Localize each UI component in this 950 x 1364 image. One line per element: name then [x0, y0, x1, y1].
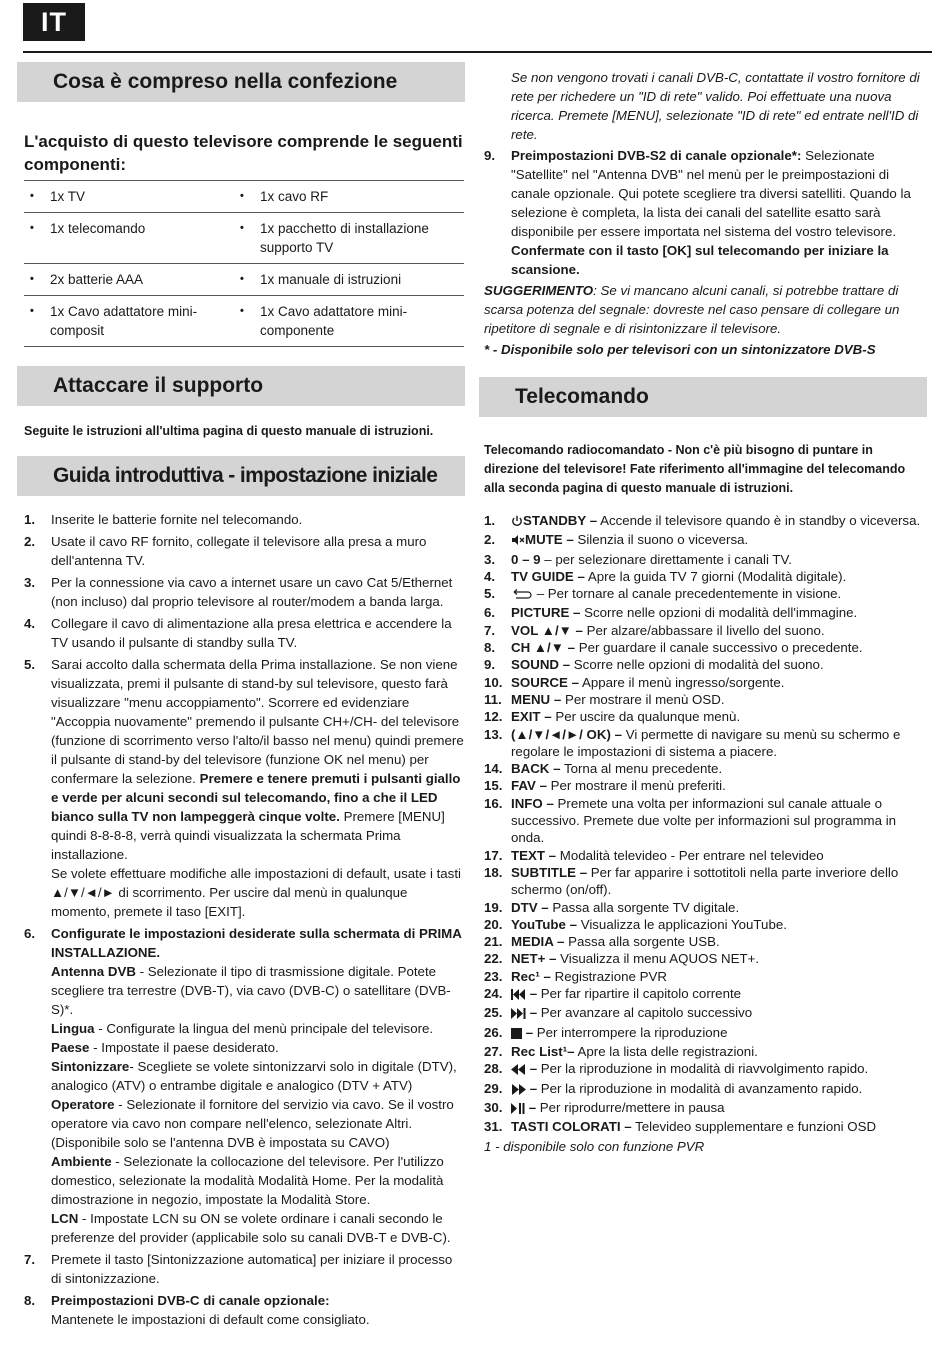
key-number: 16. [484, 795, 503, 811]
section-heading-remote: Telecomando [479, 377, 927, 417]
step-9-text: Selezionate "Satellite" nel "Antenna DVB" nel menù per le preimpostazioni di canale opzionale. Qui potete scegliere tra diversi satelliti. Quando la selezione è completa, la lista dei canali del satellite esatto sarà disponibile per essere importata nel sistema del vostro televisore. [511, 148, 911, 239]
remote-key-item [484, 604, 927, 621]
contents-item: 1x telecomando [50, 213, 234, 264]
key-number: 15. [484, 778, 503, 794]
key-name: – [525, 1099, 537, 1115]
contents-item: 1x cavo RF [260, 181, 464, 213]
key-number: 20. [484, 916, 503, 932]
key-number: 24. [484, 986, 503, 1002]
key-name: – [526, 1005, 538, 1021]
remote-intro: Telecomando radiocomandato - Non c'è più bisogno di puntare in direzione del televisore! Fate riferimento all'immagine del telecomando alla seconda pagina di questo manuale di istruzioni. [484, 443, 906, 495]
step-8: 8. Preimpostazioni DVB-C di canale opzionale: Mantenete le impostazioni di default come consigliato. [24, 1291, 465, 1329]
remote-key-item [484, 1060, 927, 1079]
step-6-settings [51, 962, 465, 1247]
step-9: 9. Preimpostazioni DVB-S2 di canale opzionale*: Selezionate "Satellite" nel "Antenna DVB" nel menù per le preimpostazioni di canale opzionale. Qui potete scegliere tra diversi satelliti. Quando la selezione è completa, la lista dei canali del satellite esatto sarà disponibile per essere importata nel sistema del vostro televisore. Confermate con il tasto [OK] sul telecomando per iniziare la scansione. [484, 148, 911, 277]
step-6-title: Configurate le impostazioni desiderate sulla schermata di PRIMA INSTALLAZIONE. [51, 926, 462, 960]
key-name: SOUND – [511, 657, 571, 673]
contents-row [24, 181, 464, 213]
key-number: 27. [484, 1043, 503, 1059]
key-number: 8. [484, 640, 496, 656]
section-heading-box-contents: Cosa è compreso nella confezione [17, 62, 465, 102]
key-description: Premete una volta per informazioni sul canale attuale o successivo. Premete due volte per informazioni sul programma in onda. [511, 795, 897, 846]
box-contents-subtitle: L'acquisto di questo televisore comprende le seguenti componenti: [24, 132, 463, 174]
key-number: 7. [484, 622, 496, 638]
remote-key-item [484, 777, 927, 794]
setting-item [51, 1019, 465, 1038]
remote-key-list [484, 512, 927, 1135]
key-name: CH ▲/▼ – [511, 640, 576, 656]
remote-key-item [484, 1043, 927, 1060]
contents-item: 1x Cavo adattatore mini-composit [50, 296, 234, 347]
remote-key-item [484, 1024, 927, 1043]
setting-item [51, 1209, 465, 1247]
setting-desc: - Selezionate la collocazione del televisore. Per l'utilizzo domestico, selezionate la modalità Modalità Home. Per la modalità dimostrazione in negozio, impostate la Modalità Store. [51, 1154, 444, 1207]
setting-name: LCN [51, 1211, 79, 1226]
setting-item [51, 1038, 465, 1057]
key-description: Torna al menu precedente. [560, 761, 723, 777]
key-number: 5. [484, 586, 496, 602]
key-number: 18. [484, 864, 503, 880]
remote-key-item [484, 551, 927, 568]
setting-name: Ambiente [51, 1154, 112, 1169]
bullet: • [234, 264, 260, 296]
step-5-defaults: Se volete effettuare modifiche alle impostazioni di default, usate i tasti ▲/▼/◄/► di scorrimento. Per uscire dal menù in qualunque momento, premete il taso [EXIT]. [51, 866, 461, 919]
contents-row [24, 213, 464, 264]
key-name: STANDBY – [523, 513, 598, 528]
remote-key-item [484, 899, 927, 916]
key-name: DTV – [511, 899, 549, 915]
mute-icon [511, 533, 525, 550]
pvr-footnote: 1 - disponibile solo con funzione PVR [484, 1139, 705, 1155]
key-description: Visualizza il menu AQUOS NET+. [556, 951, 760, 967]
remote-key-item [484, 1118, 927, 1135]
key-number: 19. [484, 899, 503, 915]
bullet: • [234, 296, 260, 347]
key-number: 3. [484, 551, 496, 567]
key-number: 21. [484, 934, 503, 950]
key-number: 30. [484, 1099, 503, 1115]
key-description: Modalità televideo - Per entrare nel televideo [556, 847, 824, 863]
stop-icon [511, 1026, 522, 1043]
left-column [17, 62, 465, 1332]
dvbc-note: Se non vengono trovati i canali DVB-C, contattate il vostro fornitore di rete per richedere un "ID di rete" valido. Poi effettuate una nuova ricerca. Premete [MENU], selezionate "ID di rete" ed entrate nell'ID di rete. [511, 70, 920, 142]
key-number: 6. [484, 605, 496, 621]
contents-item: 1x pacchetto di installazione supporto TV [260, 213, 464, 264]
step-5-text: Sarai accolto dalla schermata della Prima installazione. Se non viene visualizzata, premi il pulsante di stand-by sul televisore, questo farà visualizzare "menu accoppiamento". Scorrere ed evidenziare "Accoppia nuovamente" premendo il pulsante CH+/CH- del televisore (funzione di scorrimento verso l'alto/il basso nel menu) quindi premere il pulsante di stand-by del televisore (funzione OK nel menu) per confermare la selezione. [51, 657, 464, 786]
key-name: VOL ▲/▼ – [511, 622, 583, 638]
key-description: Silenzia il suono o viceversa. [573, 532, 749, 548]
key-number: 2. [484, 532, 496, 548]
key-number: 17. [484, 847, 503, 863]
suggestion-note: SUGGERIMENTO: Se vi mancano alcuni canali, si potrebbe trattare di scarsa potenza del segnale: dovreste nel caso pensare di collegare un ripetitore di segnale e di risintonizzare il televisore. [484, 283, 900, 336]
key-description: Per mostrare il menù preferiti. [546, 778, 726, 794]
recall-icon [511, 587, 533, 604]
remote-key-item [484, 622, 927, 639]
key-number: 28. [484, 1061, 503, 1077]
contents-row [24, 264, 464, 296]
key-description: Per far apparire i sottotitoli nella parte inveriore dello schermo (on/off). [511, 864, 899, 898]
remote-key-item [484, 847, 927, 864]
setting-desc: - Selezionate il fornitore del servizio via cavo. Se il vostro operatore via cavo non compare nell'elenco, selezionate Altri. (Disponibile solo se l'antenna DVB è impostata su CAVO) [51, 1097, 454, 1150]
remote-key-item [484, 864, 927, 899]
key-name: 0 – 9 [511, 551, 541, 567]
setting-item [51, 1057, 465, 1095]
remote-key-item [484, 708, 927, 725]
contents-item: 1x TV [50, 181, 234, 213]
key-number: 9. [484, 657, 496, 673]
step-8-text: Mantenete le impostazioni di default come consigliato. [51, 1312, 370, 1327]
key-name: – [522, 1024, 534, 1040]
setting-name: Sintonizzare [51, 1059, 130, 1074]
key-description: Per interrompere la riproduzione [533, 1024, 728, 1040]
key-description: Televideo supplementare e funzioni OSD [631, 1119, 877, 1135]
setting-desc: - Selezionate il tipo di trasmissione digitale. Potete scegliere tra terrestre (DVB-T), via cavo (DVB-C) o satellitare (DVB-S)*. [51, 964, 451, 1017]
key-name: MEDIA – [511, 934, 565, 950]
remote-key-item [484, 1099, 927, 1118]
step-6: 6. Configurate le impostazioni desiderate sulla schermata di PRIMA INSTALLAZIONE. Antenna DVB - Selezionate il tipo di trasmissione digitale. Potete scegliere tra terrestre (DVB-T), via cavo (DVB-C) o satellitare (DVB-S)*. Lingua - Configurate la lingua del menù principale del televisore. Paese - Impostate il paese desiderato. Sintonizzare- Scegliete se volete sintonizzarvi solo in digitale (DTV), analogico (ATV) o entrambe digitale e analogico (DTV + ATV) Operatore - Selezionate il fornitore del servizio via cavo. Se il vostro operatore via cavo non compare nell'elenco, selezionate Altri. (Disponibile solo se l'antenna DVB è impostata su CAVO) Ambiente - Selezionate la collocazione del televisore. Per l'utilizzo domestico, selezionate la modalità Modalità Home. Per la modalità dimostrazione in negozio, impostate la Modalità Store. LCN - Impostate LCN su ON se volete ordinare i canali secondo le preferenze del provider (applicabile solo su canali DVB-T e DVB-C). [24, 924, 465, 1247]
key-number: 29. [484, 1080, 503, 1096]
key-description: Vi permette di navigare su menù su schermo e regolare le impostazioni di sistema a piacere. [511, 726, 901, 759]
language-badge: IT [23, 3, 85, 41]
step-2: 2. Usate il cavo RF fornito, collegate il televisore alla presa a muro dell'antenna TV. [24, 534, 427, 568]
key-description: Passa alla sorgente TV digitale. [548, 899, 740, 915]
key-name: FAV – [511, 778, 547, 794]
key-description: – Per tornare al canale precedentemente in visione. [533, 586, 842, 602]
key-number: 10. [484, 674, 503, 690]
key-number: 1. [484, 513, 496, 528]
remote-key-item [484, 985, 927, 1004]
key-description: Appare il menù ingresso/sorgente. [578, 674, 785, 690]
remote-key-item [484, 933, 927, 950]
key-description: Visualizza le applicazioni YouTube. [577, 916, 787, 932]
bullet: • [24, 296, 50, 347]
step-1: 1. Inserite le batterie fornite nel telecomando. [24, 512, 303, 527]
key-name: – [526, 1061, 538, 1077]
remote-key-item [484, 639, 927, 656]
remote-key-item [484, 916, 927, 933]
key-name: – [526, 986, 538, 1002]
setting-item [51, 1152, 465, 1209]
step-8-title: Preimpostazioni DVB-C di canale opzionale: [51, 1293, 330, 1308]
key-description: Scorre nelle opzioni di modalità dell'immagine. [580, 605, 858, 621]
key-number: 13. [484, 726, 503, 742]
remote-key-item [484, 674, 927, 691]
key-description: Per far ripartire il capitolo corrente [537, 986, 742, 1002]
step-5-bold: Premere e tenere premuti i pulsanti giallo e verde per alcuni secondi sul telecomando, fino a che il LED bianco sulla TV non lampeggerà cinque volte. [51, 771, 461, 824]
key-number: 12. [484, 709, 503, 725]
section-heading-quickstart: Guida introduttiva - impostazione iniziale [17, 456, 465, 496]
setting-item [51, 962, 465, 1019]
key-name: Rec List¹– [511, 1043, 575, 1059]
remote-key-item [484, 760, 927, 777]
play-pause-icon [511, 1101, 525, 1118]
box-contents-table [24, 180, 464, 347]
key-name: NET+ – [511, 951, 557, 967]
section-heading-stand: Attaccare il supporto [17, 366, 465, 406]
key-name: SOURCE – [511, 674, 579, 690]
key-number: 4. [484, 568, 496, 584]
remote-key-item [484, 968, 927, 985]
key-number: 25. [484, 1005, 503, 1021]
key-name: MENU – [511, 691, 562, 707]
remote-key-item [484, 568, 927, 585]
key-description: – per selezionare direttamente i canali TV. [540, 551, 792, 567]
rewind-icon [511, 1062, 526, 1079]
setting-desc: - Configurate la lingua del menù principale del televisore. [94, 1021, 434, 1036]
key-name: PICTURE – [511, 605, 581, 621]
next-chapter-icon [511, 1006, 526, 1023]
key-description: Per mostrare il menù OSD. [561, 691, 725, 707]
remote-key-item [484, 512, 927, 531]
prev-chapter-icon [511, 987, 526, 1004]
power-icon [511, 514, 523, 531]
step-7: 7. Premete il tasto [Sintonizzazione automatica] per iniziare il processo di sintonizzazione. [24, 1252, 453, 1286]
setting-name: Antenna DVB [51, 964, 136, 979]
key-description: Per alzare/abbassare il livello del suono. [582, 622, 825, 638]
remote-key-item [484, 795, 927, 847]
remote-key-item [484, 1004, 927, 1023]
setting-desc: - Impostate il paese desiderato. [89, 1040, 279, 1055]
bullet: • [234, 181, 260, 213]
setting-desc: - Impostate LCN su ON se volete ordinare i canali secondo le preferenze del provider (applicabile solo su canali DVB-T e DVB-C). [51, 1211, 451, 1245]
step-9-title: Preimpostazioni DVB-S2 di canale opzionale*: [511, 148, 802, 163]
setting-item [51, 1095, 465, 1152]
remote-key-item [484, 585, 927, 604]
key-name: INFO – [511, 795, 554, 811]
key-name: YouTube – [511, 916, 577, 932]
top-rule [23, 51, 932, 53]
key-name: BACK – [511, 761, 561, 777]
key-description: Per uscire da qualunque menù. [551, 709, 741, 725]
key-description: Per la riproduzione in modalità di avanzamento rapido. [537, 1080, 863, 1096]
key-name: EXIT – [511, 709, 552, 725]
key-name: MUTE – [525, 532, 574, 548]
setting-name: Paese [51, 1040, 90, 1055]
key-description: Apre la guida TV 7 giorni (Modalità digitale). [584, 568, 847, 584]
remote-key-item [484, 691, 927, 708]
contents-row [24, 296, 464, 347]
key-description: Scorre nelle opzioni di modalità del suono. [570, 657, 824, 673]
quickstart-steps [24, 510, 465, 1329]
key-name: – [526, 1080, 538, 1096]
remote-key-item [484, 531, 927, 550]
contents-item: 1x manuale di istruzioni [260, 264, 464, 296]
key-description: Per guardare il canale successivo o precedente. [575, 640, 863, 656]
stand-instructions: Seguite le istruzioni all'ultima pagina di questo manuale di istruzioni. [24, 424, 434, 438]
key-description: Per riprodurre/mettere in pausa [536, 1099, 725, 1115]
contents-item: 2x batterie AAA [50, 264, 234, 296]
key-number: 23. [484, 968, 503, 984]
key-description: Accende il televisore quando è in standby o viceversa. [597, 513, 921, 528]
bullet: • [24, 264, 50, 296]
step-4: 4. Collegare il cavo di alimentazione alla presa elettrica e accendere la TV usando il pulsante di standby sulla TV. [24, 616, 452, 650]
key-number: 11. [484, 691, 502, 707]
key-name: SUBTITLE – [511, 864, 588, 880]
key-name: TEXT – [511, 847, 557, 863]
remote-key-item [484, 726, 927, 761]
bullet: • [24, 213, 50, 264]
key-description: Passa alla sorgente USB. [564, 934, 720, 950]
key-name: (▲/▼/◄/►/ OK) – [511, 726, 623, 742]
key-number: 26. [484, 1024, 503, 1040]
step-3: 3. Per la connessione via cavo a internet usare un cavo Cat 5/Ethernet (non incluso) dal proprio televisore al router/modem a banda larga. [24, 575, 453, 609]
remote-key-item [484, 1080, 927, 1099]
key-description: Registrazione PVR [550, 968, 667, 984]
availability-note: * - Disponibile solo per televisori con un sintonizzatore DVB-S [484, 342, 876, 357]
key-number: 22. [484, 951, 503, 967]
step-9-confirm: Confermate con il tasto [OK] sul telecomando per iniziare la scansione. [511, 243, 889, 277]
key-description: Per avanzare al capitolo successivo [537, 1005, 753, 1021]
step-5: 5. Sarai accolto dalla schermata della Prima installazione. Se non viene visualizzata, premi il pulsante di stand-by sul televisore, questo farà visualizzare "menu accoppiamento". Scorrere ed evidenziare "Accoppia nuovamente" premendo il pulsante CH+/CH- del televisore (funzione di scorrimento verso l'alto/il basso nel menu) quindi premere il pulsante di stand-by del televisore (funzione OK nel menu) per confermare la selezione. Premere e tenere premuti i pulsanti giallo e verde per alcuni secondi sul telecomando, fino a che il LED bianco sulla TV non lampeggerà cinque volte. Premere [MENU] quindi 8-8-8-8, verrà quindi visualizzata la schermata Prima installazione. Se volete effettuare modifiche alle impostazioni di default, usate i tasti ▲/▼/◄/► di scorrimento. Per uscire dal menù in qualunque momento, premete il taso [EXIT]. [24, 657, 464, 919]
fast-forward-icon [511, 1082, 526, 1099]
key-name: TASTI COLORATI – [511, 1119, 632, 1135]
right-column [479, 68, 927, 1156]
bullet: • [234, 213, 260, 264]
key-name: Rec¹ – [511, 968, 551, 984]
setting-desc: - Scegliete se volete sintonizzarvi solo in digitale (DTV), analogico (ATV) o entrambe digitale e analogico (DTV + ATV) [51, 1059, 457, 1093]
key-description: Per la riproduzione in modalità di riavvolgimento rapido. [537, 1061, 869, 1077]
bullet: • [24, 181, 50, 213]
step-5-menu: Premere [MENU] quindi 8-8-8-8, verrà quindi visualizzata la schermata Prima installazione. [51, 809, 445, 862]
remote-key-item [484, 950, 927, 967]
contents-item: 1x Cavo adattatore mini-componente [260, 296, 464, 347]
key-name: TV GUIDE – [511, 568, 585, 584]
setting-name: Lingua [51, 1021, 95, 1036]
key-number: 14. [484, 761, 503, 777]
key-description: Apre la lista delle registrazioni. [574, 1043, 758, 1059]
setting-name: Operatore [51, 1097, 115, 1112]
key-number: 31. [484, 1119, 503, 1135]
remote-key-item [484, 656, 927, 673]
